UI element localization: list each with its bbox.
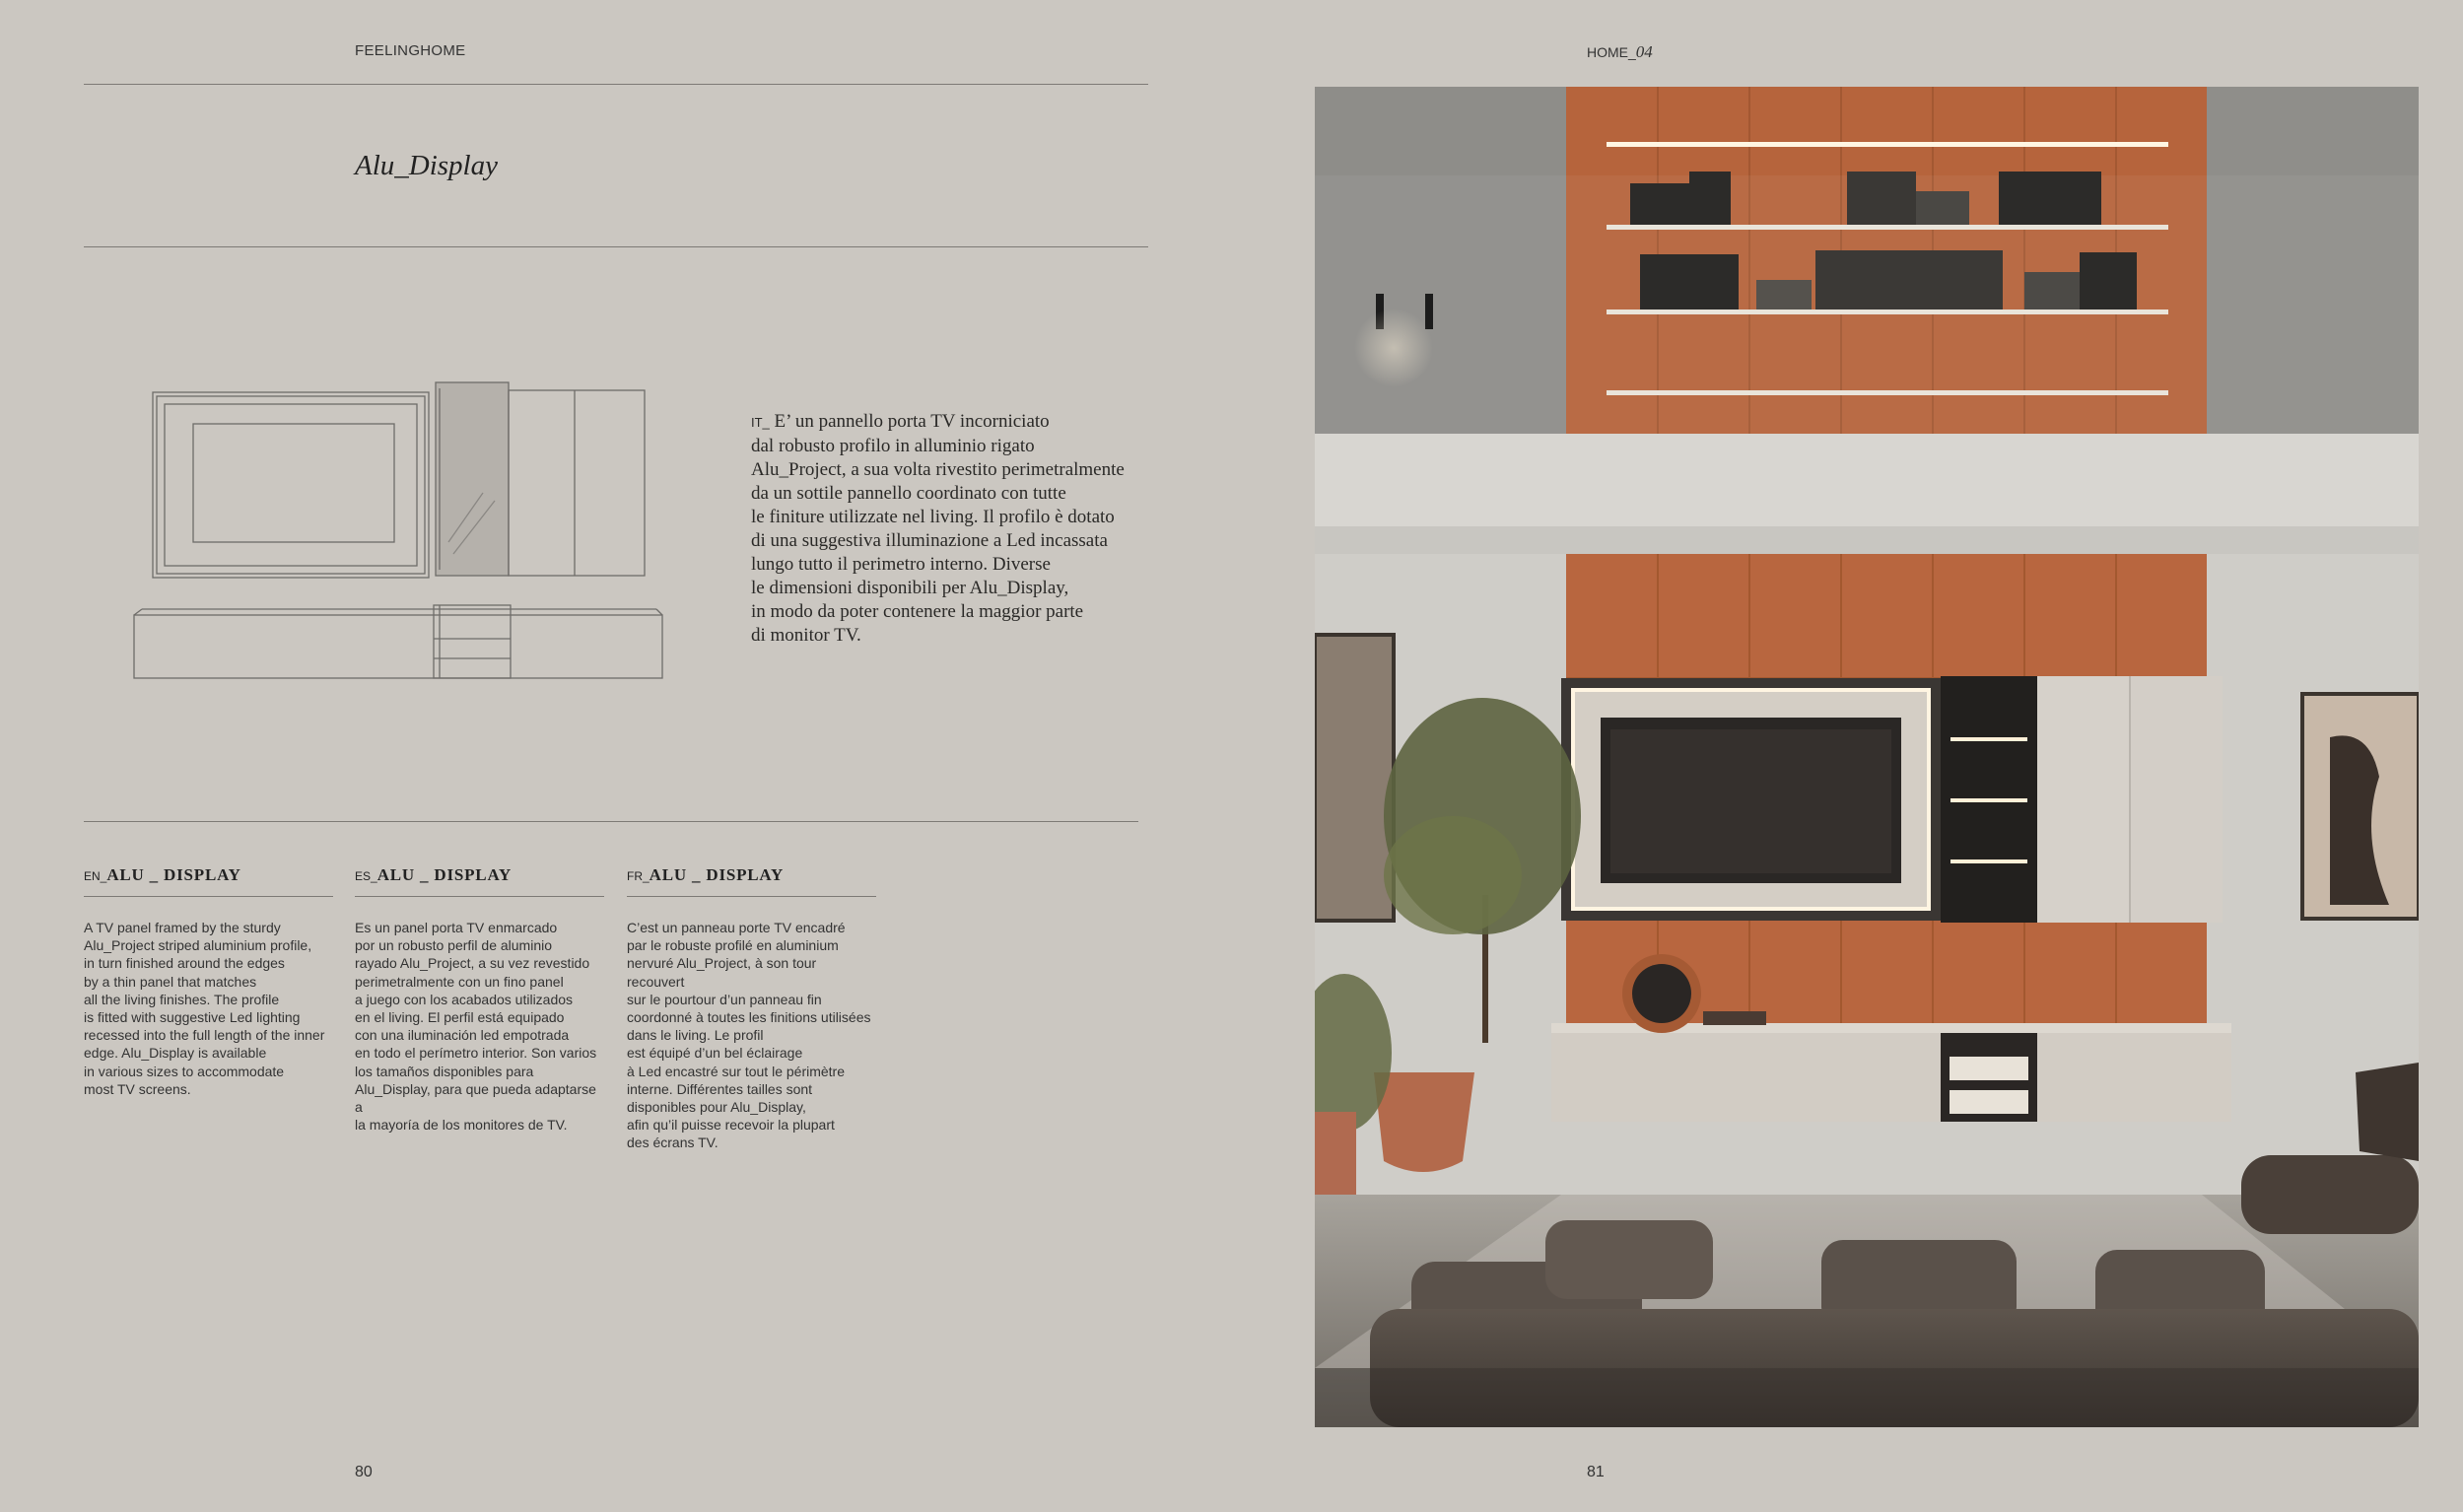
page-title: Alu_Display bbox=[355, 150, 498, 181]
column-fr bbox=[627, 865, 876, 1152]
page-number-left: 80 bbox=[355, 1464, 373, 1480]
header-number: 04 bbox=[1635, 42, 1653, 61]
column-heading-es bbox=[355, 865, 604, 885]
living-room-illustration bbox=[1315, 87, 2419, 1427]
column-heading-fr bbox=[627, 865, 876, 885]
running-header: FEELINGHOME bbox=[355, 42, 466, 59]
column-body-es: Es un panel porta TV enmarcado por un robusto perfil de aluminio rayado Alu_Project, a su vez revestido perimetralmente con un fino panel a juego con los acabados utilizados en el living. El perfil está equipado con una iluminación led empotrada en todo el perímetro interior. Son varios los tamaños disponibles para Alu_Display, para que pueda adaptarse a la mayoría de los monitores de TV. bbox=[355, 920, 597, 1134]
column-body-en: A TV panel framed by the sturdy Alu_Project striped aluminium profile, in turn finished around the edges by a thin panel that matches all the living finishes. The profile is fitted with suggestive Led lighting recessed into the full length of the inner edge. Alu_Display is available in various sizes to accommodate most TV screens. bbox=[84, 920, 325, 1097]
heading-text-en: ALU _ DISPLAY bbox=[106, 865, 241, 884]
language-prefix-en: EN_ bbox=[84, 869, 107, 883]
language-prefix-es: ES_ bbox=[355, 869, 377, 883]
column-es bbox=[355, 865, 604, 1134]
column-rule-en bbox=[84, 896, 333, 897]
section-divider bbox=[84, 821, 1138, 822]
italian-description-text: E’ un pannello porta TV incorniciato dal robusto profilo in alluminio rigato Alu_Project, a sua volta rivestito perimetralmente da un sottile pannello coordinato con tutte le finiture utilizzate nel living. Il profilo è dotato di una suggestiva illuminazione a Led incassata lungo tutto il perimetro interno. Diverse le dimensioni disponibili per Alu_Display, in modo da poter contenere la maggior parte di monitor TV. bbox=[751, 411, 1125, 646]
heading-text-es: ALU _ DISPLAY bbox=[376, 865, 513, 884]
column-heading-en bbox=[84, 865, 333, 885]
column-en bbox=[84, 865, 333, 1098]
language-prefix-fr: FR_ bbox=[627, 869, 650, 883]
product-line-drawing bbox=[128, 375, 670, 685]
language-prefix-it: IT_ bbox=[751, 415, 770, 430]
header-divider bbox=[84, 84, 1148, 85]
italian-description bbox=[751, 410, 1165, 648]
interior-photo bbox=[1315, 87, 2419, 1427]
title-divider bbox=[84, 246, 1148, 247]
heading-text-fr: ALU _ DISPLAY bbox=[649, 865, 785, 884]
column-body-fr: C’est un panneau porte TV encadré par le robuste profilé en aluminium nervuré Alu_Project, à son tour recouvert sur le pourtour d’un panneau fin coordonné à toutes les finitions utilisées dans le living. Le profil est équipé d’un bel éclairage à Led encastré sur tout le périmètre interne. Différentes tailles sont disponibles pour Alu_Display, afin qu’il puisse recevoir la plupart des écrans TV. bbox=[627, 920, 871, 1151]
column-rule-fr bbox=[627, 896, 876, 897]
column-rule-es bbox=[355, 896, 604, 897]
page-number-right: 81 bbox=[1587, 1464, 1605, 1480]
header-prefix: HOME_ bbox=[1587, 44, 1636, 60]
running-header-right bbox=[1587, 42, 1653, 62]
